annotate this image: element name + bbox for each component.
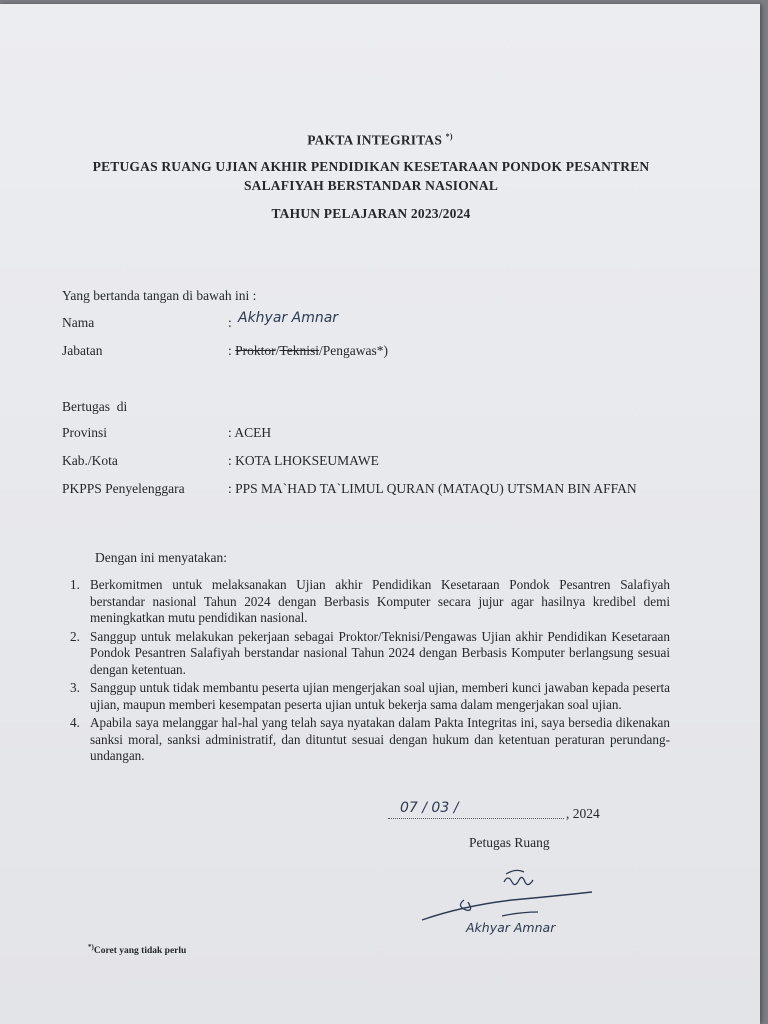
organizer-value: : PPS MA`HAD TA`LIMUL QURAN (MATAQU) UTSMAN BIN AFFAN: [228, 481, 637, 496]
statement-number: 1.: [70, 577, 80, 592]
name-handwritten: Akhyar Amnar: [238, 310, 339, 326]
statement-text: Sanggup untuk melakukan pekerjaan sebagai Proktor/Teknisi/Pengawas Ujian akhir Pendidikan Kesetaraan Pondok Pesantren Salafiyah berstandar nasional Tahun 2024 dengan Berbasis Komputer berlangsung sesuai dengan ketentuan.: [90, 628, 670, 677]
position-separator: /: [275, 343, 280, 358]
signature-mark: [418, 862, 598, 924]
footnote-text: Coret yang tidak perlu: [93, 946, 187, 957]
document-page: [0, 4, 760, 1024]
academic-year: TAHUN PELAJARAN 2023/2024: [271, 206, 471, 221]
position-value: [228, 343, 388, 359]
statement-item: [70, 629, 670, 679]
organizer-label: PKPPS Penyelenggara: [62, 481, 185, 496]
statement-item: [70, 577, 670, 627]
footnote: [88, 943, 186, 956]
statement-text: Apabila saya melanggar hal-hal yang telah saya nyatakan dalam Pakta Integritas ini, saya bersedia dikenakan sanksi moral, sanksi administratif, dan dituntut sesuai dengan hukum dan ketentuan peraturan perundang- undangan.: [90, 715, 670, 763]
title-footnote-mark: *): [445, 132, 453, 141]
statement-number: 2.: [70, 628, 80, 644]
province-label: Provinsi: [62, 425, 108, 440]
position-option-pengawas: Pengawas*): [322, 343, 388, 358]
document-title: [0, 132, 760, 149]
identity-intro: Yang bertanda tangan di bawah ini :: [62, 288, 257, 303]
statement-number: 4.: [70, 715, 80, 730]
position-separator: /: [318, 343, 323, 358]
statement-number: 3.: [70, 680, 80, 695]
position-label: Jabatan: [62, 343, 103, 358]
statements-list: [70, 577, 670, 767]
statement-text: Berkomitmen untuk melaksanakan Ujian akhir Pendidikan Kesetaraan Pondok Pesantren Salafiyah berstandar nasional Tahun 2024 dengan Berbasis Komputer secara jujur agar hasilnya kredibel demi meningkatkan mutu pendidikan nasional.: [90, 577, 670, 625]
assignment-heading: Bertugas di: [62, 399, 128, 414]
statement-item: [70, 715, 670, 765]
city-label: Kab./Kota: [62, 453, 118, 468]
name-colon: :: [228, 315, 232, 330]
signer-name-handwritten: Akhyar Amnar: [466, 920, 556, 935]
name-label: Nama: [62, 315, 95, 330]
document-subtitle-line1: PETUGAS RUANG UJIAN AKHIR PENDIDIKAN KESETARAAN PONDOK PESANTREN: [92, 159, 650, 174]
statement-text: Sanggup untuk tidak membantu peserta ujian mengerjakan soal ujian, memberi kunci jawaban kepada peserta ujian, maupun memberi kesempatan peserta ujian untuk bekerja sama dalam mengerjakan soal ujian.: [90, 680, 670, 712]
province-value: : ACEH: [228, 425, 272, 440]
position-option-teknisi: Teknisi: [279, 343, 319, 358]
signer-role: Petugas Ruang: [469, 835, 550, 850]
date-year: , 2024: [566, 806, 600, 821]
statements-intro: Dengan ini menyatakan:: [95, 550, 227, 565]
document-subtitle-line2: SALAFIYAH BERSTANDAR NASIONAL: [243, 178, 499, 193]
title-text: PAKTA INTEGRITAS: [307, 132, 443, 148]
position-colon: :: [228, 343, 232, 358]
position-option-proktor: Proktor: [235, 343, 276, 358]
city-value: : KOTA LHOKSEUMAWE: [228, 453, 379, 468]
date-handwritten: 07 / 03 /: [400, 800, 459, 816]
footnote-mark: *): [88, 943, 94, 951]
statement-item: [70, 680, 670, 713]
